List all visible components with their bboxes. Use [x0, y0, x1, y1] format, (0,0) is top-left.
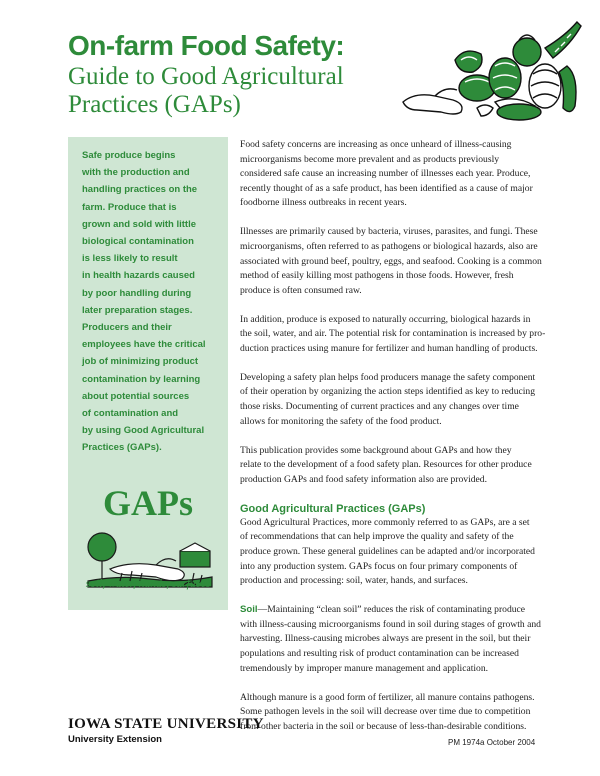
text-line: associated with ground beef, poultry, eggs, and seafood. Cooking is a common	[240, 255, 542, 267]
text-line: Although manure is a good form of fertilizer, all manure contains pathogens.	[240, 691, 535, 703]
publication-info: PM 1974a October 2004	[448, 738, 536, 747]
text-line: populations and resulting risk of product contamination can be increased	[240, 647, 519, 659]
section-heading: Good Agricultural Practices (GAPs)	[240, 502, 426, 515]
sidebar-line: is less likely to result	[82, 253, 178, 265]
text-line: into any production system. GAPs focus on four primary components of	[240, 560, 518, 572]
text-line: relate to the development of a food safety plan. Resources for other produce	[240, 459, 532, 471]
text-line: tremendously by improper manure management and application.	[240, 662, 489, 674]
text-line: method of easily killing most pathogens in those foods. However, fresh	[240, 270, 514, 282]
text-line: produce is often consumed raw.	[240, 284, 362, 296]
text-line: recently thought of as a safe product, has been identified as a cause of major	[240, 182, 533, 194]
sidebar-line: by poor handling during	[82, 287, 192, 299]
body-paragraph	[240, 138, 566, 211]
extension-name: University Extension	[68, 734, 162, 745]
body-paragraph	[240, 603, 566, 676]
text-line: Some pathogen levels in the soil will decrease over time due to competition	[240, 706, 531, 718]
page-title-line-1: On-farm Food Safety:	[68, 30, 345, 61]
sidebar-line: in health hazards caused	[82, 270, 195, 282]
text-line: Illnesses are primarily caused by bacteria, viruses, parasites, and fungi. These	[240, 226, 538, 238]
sidebar-line: handling practices on the	[82, 184, 198, 196]
sidebar-intro-text	[82, 147, 224, 457]
sidebar-line: with the production and	[82, 167, 190, 179]
text-line: production GAPs and food safety information also are provided.	[240, 473, 487, 485]
sidebar-callout	[68, 137, 228, 610]
sidebar-line: grown and sold with little	[82, 218, 196, 230]
body-paragraph	[240, 371, 566, 429]
produce-illustration-icon	[395, 16, 585, 128]
sidebar-line: later preparation stages.	[82, 304, 193, 316]
sidebar-line: Producers and their	[82, 322, 172, 334]
sidebar-line: farm. Produce that is	[82, 201, 177, 213]
soil-label: Soil	[240, 604, 258, 616]
university-logo: IOWA STATE UNIVERSITY	[68, 716, 264, 732]
text-line: of recommendations that can help improve the quality and safety of the	[240, 531, 514, 543]
text-line: considered safe cause an increasing number of illnesses each year. Produce,	[240, 168, 531, 180]
soil-text: —Maintaining “clean soil” reduces the risk of contaminating produce	[257, 604, 526, 616]
text-line: microorganisms, often referred to as pathogens or biological hazards, also are	[240, 240, 538, 252]
text-line: produce grown. These general guidelines can be adapted and/or incorporated	[240, 546, 535, 558]
text-line: duction practices using manure for fertilizer and human handling of products.	[240, 342, 538, 354]
text-line: This publication provides some background about GAPs and how they	[240, 444, 512, 456]
page-subtitle-line-b: Practices (GAPs)	[68, 91, 241, 118]
text-line: Good Agricultural Practices, more commonly referred to as GAPs, are a set	[240, 516, 530, 528]
gaps-logo-word: GAPs	[103, 483, 193, 523]
text-line: of their operation by organizing the action steps identified as key to reducing	[240, 386, 536, 398]
text-line: Food safety concerns are increasing as once unheard of illness-causing	[240, 139, 512, 150]
sidebar-line: contamination by learning	[82, 373, 201, 385]
text-line: microorganisms become more prevalent and as products previously	[240, 153, 500, 165]
sidebar-line: Safe produce begins	[82, 150, 176, 161]
text-line: allows for monitoring the safety of the food product.	[240, 415, 442, 427]
text-line: In addition, produce is exposed to naturally occurring, biological hazards in	[240, 313, 531, 325]
body-paragraph	[240, 444, 566, 488]
body-paragraph	[240, 313, 566, 357]
text-line: with illness-causing microorganisms found in soil during stages of growth and	[240, 618, 541, 630]
sidebar-line: Practices (GAPs).	[82, 442, 162, 454]
page-subtitle-line-a: Guide to Good Agricultural	[68, 63, 344, 90]
page-title-line-2	[68, 63, 344, 119]
text-line: the soil, water, and air. The potential risk for contamination is increased by pro-	[240, 328, 546, 340]
gaps-caption: soil, water, hands, surfaces	[85, 578, 211, 590]
sidebar-line: by using Good Agricultural	[82, 425, 205, 437]
text-line: foodborne illness outbreaks in recent years.	[240, 197, 407, 209]
text-line: production and processing: soil, water, hands, and surfaces.	[240, 575, 468, 587]
body-paragraph	[240, 225, 566, 298]
sidebar-line: biological contamination	[82, 236, 194, 248]
text-line: Developing a safety plan helps food producers manage the safety component	[240, 371, 536, 383]
sidebar-line: about potential sources	[82, 390, 190, 402]
text-line: those risks. Documenting of current practices and any changes over time	[240, 401, 519, 413]
sidebar-line: of contamination and	[82, 408, 179, 420]
text-line: from other bacteria in the soil or because of less-than-desirable conditions.	[240, 720, 527, 732]
text-line: harvesting. Illness-causing microbes always are present in the soil, but their	[240, 633, 531, 645]
sidebar-line: job of minimizing product	[82, 356, 199, 368]
main-body	[240, 138, 566, 749]
sidebar-line: employees have the critical	[82, 339, 206, 351]
body-paragraph	[240, 691, 566, 735]
body-paragraph	[240, 516, 566, 589]
text-line	[240, 603, 566, 618]
